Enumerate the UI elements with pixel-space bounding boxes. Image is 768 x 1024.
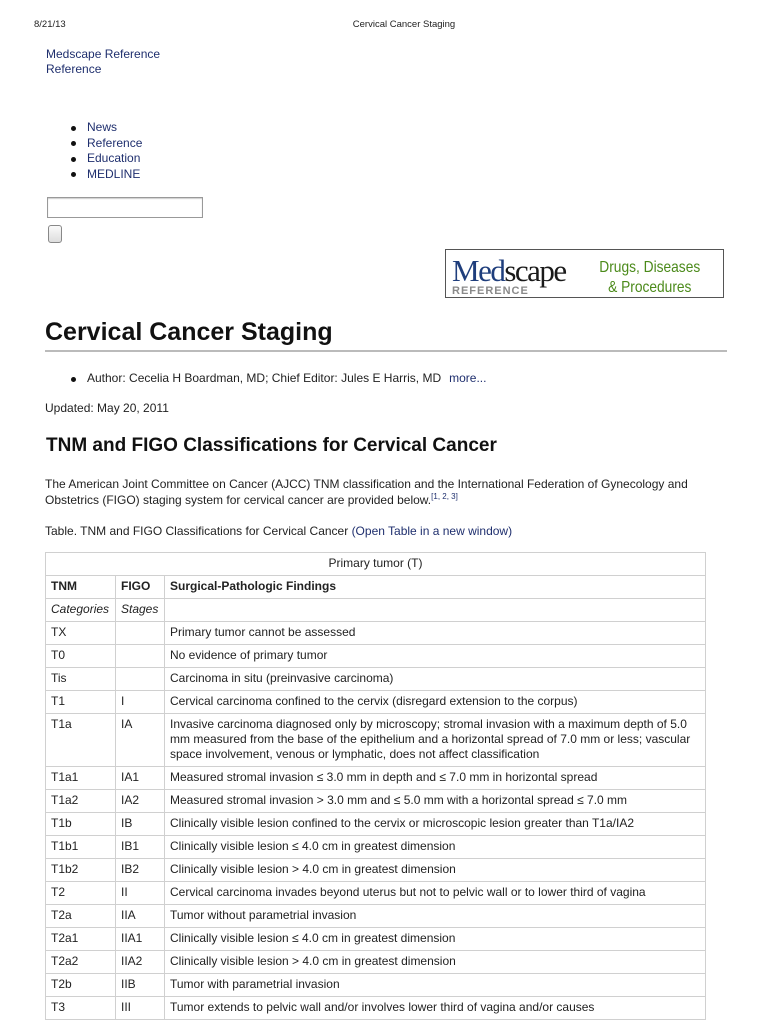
reference-link[interactable]: Reference [46,62,102,76]
figo-cell: IA1 [116,767,165,790]
tnm-cell: TX [46,622,116,645]
column-header: FIGO [116,576,165,599]
print-date: 8/21/13 [34,19,66,30]
figo-cell: IA [116,714,165,767]
figo-cell [116,645,165,668]
column-subheader: Stages [116,599,165,622]
logo-wordmark: Medscape [452,253,566,288]
figo-cell: II [116,882,165,905]
table-row [46,767,706,790]
tnm-cell: T1 [46,691,116,714]
author-line [69,371,486,385]
tnm-cell: T1a1 [46,767,116,790]
table-row [46,859,706,882]
author-more-link[interactable]: more... [449,371,487,385]
findings-cell: Clinically visible lesion confined to the cervix or microscopic lesion greater than T1a/IA2 [165,813,706,836]
findings-cell: Carcinoma in situ (preinvasive carcinoma) [165,668,706,691]
figo-cell: I [116,691,165,714]
tnm-cell: T2a [46,905,116,928]
findings-cell: Clinically visible lesion > 4.0 cm in greatest dimension [165,951,706,974]
medscape-logo[interactable] [445,249,724,298]
table-row [46,974,706,997]
figo-cell: III [116,997,165,1020]
nav-item-medline[interactable]: MEDLINE [69,167,142,183]
tnm-cell: T1a2 [46,790,116,813]
author-text: Author: Cecelia H Boardman, MD; Chief Editor: Jules E Harris, MD [87,371,442,385]
findings-cell: Clinically visible lesion > 4.0 cm in greatest dimension [165,859,706,882]
findings-cell: Clinically visible lesion ≤ 4.0 cm in greatest dimension [165,928,706,951]
column-subheader: Categories [46,599,116,622]
logo-tagline: Drugs, Diseases & Procedures [599,259,701,296]
column-header: Surgical-Pathologic Findings [165,576,706,599]
findings-cell: Tumor with parametrial invasion [165,974,706,997]
figo-cell: IA2 [116,790,165,813]
open-table-link[interactable]: (Open Table in a new window) [351,524,513,538]
findings-cell: Cervical carcinoma confined to the cervix (disregard extension to the corpus) [165,691,706,714]
findings-cell: Tumor extends to pelvic wall and/or involves lower third of vagina and/or causes [165,997,706,1020]
findings-cell: Measured stromal invasion > 3.0 mm and ≤ 5.0 mm with a horizontal spread ≤ 7.0 mm [165,790,706,813]
title-divider [45,350,727,352]
findings-cell: Invasive carcinoma diagnosed only by microscopy; stromal invasion with a maximum depth of 5.0 mm measured from the base of the epithelium and a horizontal spread of 7.0 mm or less; vascular space involvement, venous or lymphatic, does not affect classification [165,714,706,767]
tnm-cell: T2b [46,974,116,997]
nav-item-education[interactable]: Education [69,151,142,167]
figo-cell: IIA2 [116,951,165,974]
table-body [46,622,706,1020]
updated-date: Updated: May 20, 2011 [45,401,169,415]
column-subheader [165,599,706,622]
table-row [46,928,706,951]
table-group-header: Primary tumor (T) [46,553,706,576]
logo-reference-label: REFERENCE [452,285,529,297]
intro-paragraph: The American Joint Committee on Cancer (AJCC) TNM classification and the International Federation of Gynecology and Obstetrics (FIGO) staging system for cervical cancer are provided below.[1, 2, 3] [45,477,688,507]
table-row [46,622,706,645]
table-row [46,813,706,836]
findings-cell: Cervical carcinoma invades beyond uterus but not to pelvic wall or to lower third of vagina [165,882,706,905]
table-row [46,905,706,928]
search-button[interactable] [48,225,62,243]
table-row [46,691,706,714]
figo-cell: IIB [116,974,165,997]
staging-table [45,552,706,1020]
tnm-cell: T0 [46,645,116,668]
tnm-cell: T2 [46,882,116,905]
figo-cell: IIA1 [116,928,165,951]
medscape-reference-link[interactable]: Medscape Reference [46,47,161,61]
site-links [46,47,160,77]
table-caption: Table. TNM and FIGO Classifications for Cervical Cancer (Open Table in a new window) [45,524,513,538]
figo-cell: IIA [116,905,165,928]
nav-item-news[interactable]: News [69,120,142,136]
tnm-cell: T1b2 [46,859,116,882]
table-row [46,668,706,691]
tnm-cell: Tis [46,668,116,691]
tnm-cell: T2a2 [46,951,116,974]
findings-cell: Tumor without parametrial invasion [165,905,706,928]
findings-cell: Primary tumor cannot be assessed [165,622,706,645]
tnm-cell: T1b1 [46,836,116,859]
table-row [46,836,706,859]
tnm-cell: T3 [46,997,116,1020]
column-header: TNM [46,576,116,599]
findings-cell: Clinically visible lesion ≤ 4.0 cm in greatest dimension [165,836,706,859]
table-row [46,997,706,1020]
print-header [0,19,768,33]
table-row [46,714,706,767]
page-title: Cervical Cancer Staging [45,318,333,346]
tnm-cell: T1a [46,714,116,767]
table-row [46,882,706,905]
nav-item-reference[interactable]: Reference [69,136,142,152]
print-title: Cervical Cancer Staging [352,19,456,30]
figo-cell: IB [116,813,165,836]
main-nav [69,120,142,182]
reference-links[interactable]: [1, 2, 3] [431,492,458,501]
tnm-cell: T1b [46,813,116,836]
findings-cell: Measured stromal invasion ≤ 3.0 mm in depth and ≤ 7.0 mm in horizontal spread [165,767,706,790]
table-row [46,790,706,813]
table-row [46,645,706,668]
figo-cell [116,622,165,645]
tnm-cell: T2a1 [46,928,116,951]
figo-cell [116,668,165,691]
findings-cell: No evidence of primary tumor [165,645,706,668]
figo-cell: IB2 [116,859,165,882]
figo-cell: IB1 [116,836,165,859]
search-input[interactable] [47,197,203,218]
section-title: TNM and FIGO Classifications for Cervical Cancer [46,435,497,456]
table-row [46,951,706,974]
